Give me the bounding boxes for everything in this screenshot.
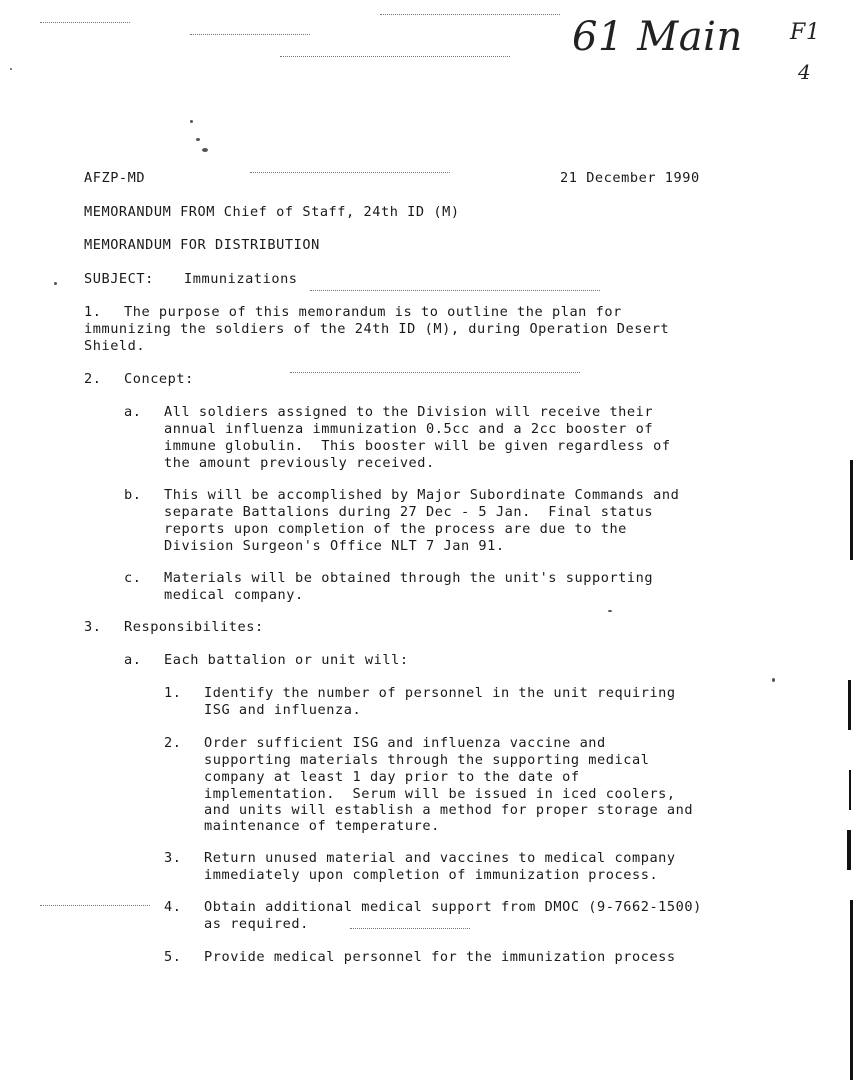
item-line: Identify the number of personnel in the unit requiring xyxy=(204,685,676,701)
item-number: 3. xyxy=(164,850,182,866)
sub-text: Each battalion or unit will: xyxy=(164,652,409,668)
item-line: All soldiers assigned to the Division will receive their xyxy=(164,404,654,420)
subject-text: Immunizations xyxy=(184,271,298,287)
item-number: 5. xyxy=(164,949,182,965)
handwritten-sub: 4 xyxy=(798,60,812,84)
memo-date: 21 December 1990 xyxy=(560,170,700,186)
item-line: ISG and influenza. xyxy=(204,702,362,718)
subject-label: SUBJECT: xyxy=(84,271,154,287)
memo-from: MEMORANDUM FROM Chief of Staff, 24th ID (M) xyxy=(84,204,460,220)
item-line: and units will establish a method for proper storage and xyxy=(204,802,694,818)
item-label: b. xyxy=(124,487,142,503)
item-line: immediately upon completion of immunization process. xyxy=(204,867,659,883)
item-line: supporting materials through the supporting medical xyxy=(204,752,650,768)
paragraph-line: The purpose of this memorandum is to outline the plan for xyxy=(124,304,622,320)
handwritten-file-note: 61 Main xyxy=(572,14,743,60)
handwritten-f1: F1 xyxy=(790,20,821,45)
item-label: a. xyxy=(124,404,142,420)
paragraph-line: Shield. xyxy=(84,338,146,354)
paragraph-title: Concept: xyxy=(124,371,194,387)
item-line: immune globulin. This booster will be given regardless of xyxy=(164,438,671,454)
item-number: 4. xyxy=(164,899,182,915)
item-line: Division Surgeon's Office NLT 7 Jan 91. xyxy=(164,538,505,554)
item-line: Order sufficient ISG and influenza vaccine and xyxy=(204,735,606,751)
paragraph-title: Responsibilites: xyxy=(124,619,264,635)
item-line: Obtain additional medical support from DMOC (9-7662-1500) xyxy=(204,899,702,915)
item-line: annual influenza immunization 0.5cc and a 2cc booster of xyxy=(164,421,654,437)
item-line: medical company. xyxy=(164,587,304,603)
item-label: c. xyxy=(124,570,142,586)
item-line: company at least 1 day prior to the date of xyxy=(204,769,580,785)
paragraph-line: immunizing the soldiers of the 24th ID (M), during Operation Desert xyxy=(84,321,670,337)
office-symbol: AFZP-MD xyxy=(84,170,146,186)
paragraph-number: 1. xyxy=(84,304,102,320)
paragraph-number: 3. xyxy=(84,619,102,635)
item-line: Materials will be obtained through the unit's supporting xyxy=(164,570,654,586)
item-number: 1. xyxy=(164,685,182,701)
item-number: 2. xyxy=(164,735,182,751)
memo-for: MEMORANDUM FOR DISTRIBUTION xyxy=(84,237,320,253)
item-line: reports upon completion of the process are due to the xyxy=(164,521,627,537)
item-line: separate Battalions during 27 Dec - 5 Jan. Final status xyxy=(164,504,654,520)
item-line: the amount previously received. xyxy=(164,455,435,471)
paragraph-number: 2. xyxy=(84,371,102,387)
sub-label: a. xyxy=(124,652,142,668)
item-line: Return unused material and vaccines to medical company xyxy=(204,850,676,866)
item-line: as required. xyxy=(204,916,309,932)
item-line: maintenance of temperature. xyxy=(204,818,440,834)
item-line: This will be accomplished by Major Subordinate Commands and xyxy=(164,487,680,503)
item-line: implementation. Serum will be issued in iced coolers, xyxy=(204,786,676,802)
item-line: Provide medical personnel for the immunization process xyxy=(204,949,676,965)
